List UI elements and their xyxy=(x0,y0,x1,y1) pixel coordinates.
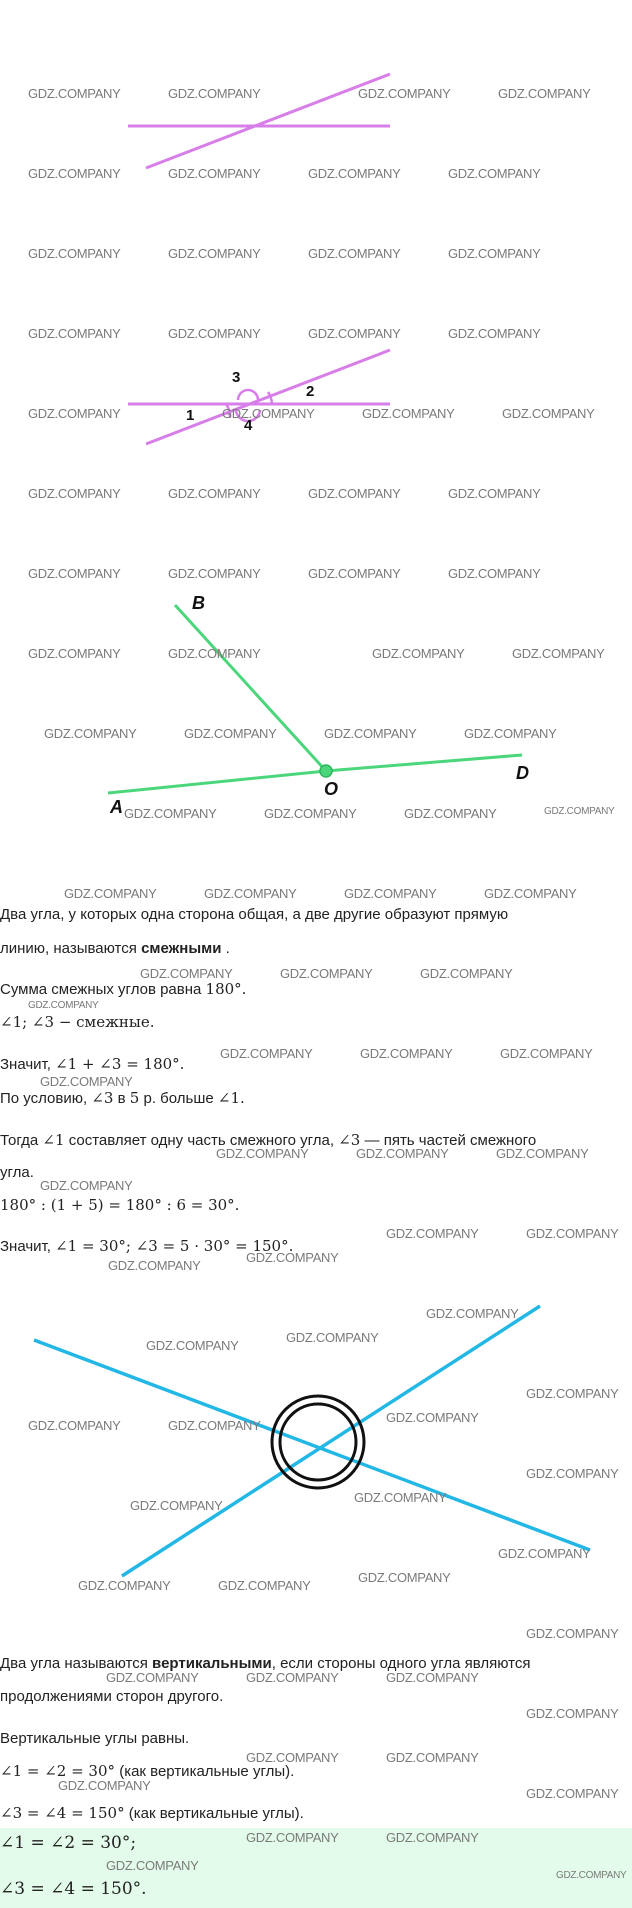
watermark-text: GDZ.COMPANY xyxy=(308,166,401,181)
watermark-text: GDZ.COMPANY xyxy=(246,1750,339,1765)
parts-line1 xyxy=(0,1131,536,1150)
definition-adjacent-line2 xyxy=(0,940,230,958)
watermark-text: GDZ.COMPANY xyxy=(500,1046,593,1061)
watermark-text: GDZ.COMPANY xyxy=(264,806,357,821)
watermark-text: GDZ.COMPANY xyxy=(28,646,121,661)
term-adjacent: смежными xyxy=(141,940,222,957)
watermark-text: GDZ.COMPANY xyxy=(464,726,557,741)
vertical-result-2 xyxy=(0,1804,304,1823)
angle-label-3: 3 xyxy=(232,369,241,386)
vertical-equal-line: Вертикальные углы равны. xyxy=(0,1730,190,1747)
watermark-text: GDZ.COMPANY xyxy=(386,1226,479,1241)
watermark-text: GDZ.COMPANY xyxy=(354,1490,447,1505)
watermark-text: GDZ.COMPANY xyxy=(106,1858,199,1873)
angle-arc-inner xyxy=(280,1404,356,1480)
vertical-math-1: ∠1 = ∠2 = 30° xyxy=(0,1762,116,1780)
watermark-text: GDZ.COMPANY xyxy=(448,486,541,501)
point-O xyxy=(320,765,332,777)
watermark-text: GDZ.COMPANY xyxy=(308,326,401,341)
watermark-text: GDZ.COMPANY xyxy=(498,1546,591,1561)
condition-text-2: в xyxy=(113,1090,130,1107)
result-line xyxy=(0,1237,293,1256)
watermark-text: GDZ.COMPANY xyxy=(526,1386,619,1401)
sum-text: Сумма смежных углов равна xyxy=(0,981,206,998)
then-math: ∠1 + ∠3 = 180°. xyxy=(55,1055,185,1073)
watermark-text: GDZ.COMPANY xyxy=(362,406,455,421)
watermark-text: GDZ.COMPANY xyxy=(426,1306,519,1321)
watermark-text: GDZ.COMPANY xyxy=(308,246,401,261)
sum-math: 180°. xyxy=(205,980,247,998)
watermark-text: GDZ.COMPANY xyxy=(168,166,261,181)
watermark-text: GDZ.COMPANY xyxy=(386,1670,479,1685)
watermark-text: GDZ.COMPANY xyxy=(168,326,261,341)
definition-vertical-text-2: , если стороны одного угла являются xyxy=(271,1655,531,1672)
parts-line2: угла. xyxy=(0,1164,34,1181)
watermark-text: GDZ.COMPANY xyxy=(28,566,121,581)
result-math: ∠1 = 30°; ∠3 = 5 · 30° = 150°. xyxy=(55,1237,294,1255)
definition-adjacent-end: . xyxy=(221,940,230,957)
figure-angles-1234 xyxy=(0,330,632,460)
condition-text: По условию, xyxy=(0,1090,92,1107)
watermark-text: GDZ.COMPANY xyxy=(308,566,401,581)
term-vertical: вертикальными xyxy=(152,1655,272,1672)
watermark-text: GDZ.COMPANY xyxy=(106,1670,199,1685)
watermark-text: GDZ.COMPANY xyxy=(108,1258,201,1273)
definition-adjacent-text: линию, называются xyxy=(0,940,142,957)
condition-math-3: ∠1. xyxy=(217,1089,245,1107)
watermark-text: GDZ.COMPANY xyxy=(204,886,297,901)
calculation-line: 180° : (1 + 5) = 180° : 6 = 30°. xyxy=(0,1196,240,1214)
watermark-text: GDZ.COMPANY xyxy=(140,966,233,981)
violet-line-slanted xyxy=(146,74,390,168)
watermark-text: GDZ.COMPANY xyxy=(222,406,315,421)
watermark-text: GDZ.COMPANY xyxy=(44,726,137,741)
then-line xyxy=(0,1055,184,1074)
watermark-text: GDZ.COMPANY xyxy=(168,566,261,581)
watermark-text: GDZ.COMPANY xyxy=(168,646,261,661)
watermark-text: GDZ.COMPANY xyxy=(246,1670,339,1685)
ray-OB xyxy=(175,605,326,771)
watermark-text: GDZ.COMPANY xyxy=(386,1750,479,1765)
angle-label-1: 1 xyxy=(186,407,195,424)
watermark-text: GDZ.COMPANY xyxy=(344,886,437,901)
watermark-text: GDZ.COMPANY xyxy=(168,486,261,501)
watermark-text: GDZ.COMPANY xyxy=(40,1178,133,1193)
watermark-text: GDZ.COMPANY xyxy=(448,566,541,581)
watermark-text: GDZ.COMPANY xyxy=(246,1250,339,1265)
watermark-text: GDZ.COMPANY xyxy=(448,166,541,181)
point-label-B: B xyxy=(192,593,205,613)
answer-line-2: ∠3 = ∠4 = 150°. xyxy=(0,1879,147,1899)
point-label-A: A xyxy=(110,797,123,817)
watermark-text: GDZ.COMPANY xyxy=(308,486,401,501)
definition-adjacent-line1: Два угла, у которых одна сторона общая, а две другие образуют прямую xyxy=(0,906,509,923)
watermark-text: GDZ.COMPANY xyxy=(404,806,497,821)
watermark-text: GDZ.COMPANY xyxy=(556,1870,627,1881)
watermark-text: GDZ.COMPANY xyxy=(146,1338,239,1353)
watermark-text: GDZ.COMPANY xyxy=(526,1786,619,1801)
angle-arc-3 xyxy=(238,390,258,400)
watermark-text: GDZ.COMPANY xyxy=(372,646,465,661)
watermark-text: GDZ.COMPANY xyxy=(28,86,121,101)
result-text: Значит, xyxy=(0,1238,56,1255)
watermark-text: GDZ.COMPANY xyxy=(218,1578,311,1593)
point-label-O: O xyxy=(324,779,339,799)
blue-line-2 xyxy=(122,1306,540,1576)
watermark-text: GDZ.COMPANY xyxy=(386,1830,479,1845)
angle-arc-outer xyxy=(272,1396,364,1488)
watermark-text: GDZ.COMPANY xyxy=(246,1830,339,1845)
watermark-text: GDZ.COMPANY xyxy=(512,646,605,661)
blue-line-1 xyxy=(34,1340,590,1550)
figure-vertical-angles xyxy=(0,1290,632,1600)
watermark-text: GDZ.COMPANY xyxy=(526,1226,619,1241)
vertical-math-2: ∠3 = ∠4 = 150° xyxy=(0,1804,125,1822)
watermark-text: GDZ.COMPANY xyxy=(544,806,615,817)
angle-label-2: 2 xyxy=(306,383,315,400)
watermark-text: GDZ.COMPANY xyxy=(448,326,541,341)
watermark-text: GDZ.COMPANY xyxy=(358,86,451,101)
parts-math-1: ∠1 xyxy=(42,1131,65,1149)
parts-text-2: составляет одну часть смежного угла, xyxy=(64,1132,339,1149)
watermark-text: GDZ.COMPANY xyxy=(324,726,417,741)
watermark-text: GDZ.COMPANY xyxy=(484,886,577,901)
violet-line-slanted xyxy=(146,350,390,444)
watermark-text: GDZ.COMPANY xyxy=(58,1778,151,1793)
watermark-text: GDZ.COMPANY xyxy=(356,1146,449,1161)
watermark-text: GDZ.COMPANY xyxy=(168,86,261,101)
parts-text-1: Тогда xyxy=(0,1132,43,1149)
definition-vertical-text: Два угла называются xyxy=(0,1655,153,1672)
watermark-text: GDZ.COMPANY xyxy=(386,1410,479,1425)
vertical-text-1: (как вертикальные углы). xyxy=(115,1763,295,1780)
watermark-text: GDZ.COMPANY xyxy=(420,966,513,981)
watermark-text: GDZ.COMPANY xyxy=(124,806,217,821)
watermark-text: GDZ.COMPANY xyxy=(28,166,121,181)
definition-vertical-line1 xyxy=(0,1655,530,1673)
figure-intersecting-lines xyxy=(0,60,632,180)
adjacent-statement: ∠1; ∠3 − смежные. xyxy=(0,1013,155,1031)
watermark-text: GDZ.COMPANY xyxy=(526,1466,619,1481)
watermark-text: GDZ.COMPANY xyxy=(28,246,121,261)
watermark-text: GDZ.COMPANY xyxy=(28,486,121,501)
definition-vertical-line2: продолжениями сторон другого. xyxy=(0,1688,224,1705)
parts-math-2: ∠3 xyxy=(338,1131,361,1149)
vertical-text-2: (как вертикальные углы). xyxy=(124,1805,304,1822)
watermark-text: GDZ.COMPANY xyxy=(220,1046,313,1061)
watermark-text: GDZ.COMPANY xyxy=(168,246,261,261)
watermark-text: GDZ.COMPANY xyxy=(64,886,157,901)
watermark-text: GDZ.COMPANY xyxy=(526,1706,619,1721)
sum-adjacent-line xyxy=(0,980,246,999)
watermark-text: GDZ.COMPANY xyxy=(216,1146,309,1161)
watermark-text: GDZ.COMPANY xyxy=(498,86,591,101)
condition-text-3: р. больше xyxy=(139,1090,218,1107)
answer-line-1: ∠1 = ∠2 = 30°; xyxy=(0,1833,137,1853)
watermark-text: GDZ.COMPANY xyxy=(40,1074,133,1089)
parts-text-3: — пять частей смежного xyxy=(360,1132,537,1149)
ray-OA xyxy=(108,771,326,793)
watermark-text: GDZ.COMPANY xyxy=(358,1570,451,1585)
watermark-text: GDZ.COMPANY xyxy=(78,1578,171,1593)
watermark-text: GDZ.COMPANY xyxy=(496,1146,589,1161)
condition-line xyxy=(0,1089,245,1108)
angle-label-4: 4 xyxy=(244,417,253,434)
ray-OD xyxy=(326,755,522,771)
watermark-text: GDZ.COMPANY xyxy=(130,1498,223,1513)
watermark-text: GDZ.COMPANY xyxy=(502,406,595,421)
watermark-text: GDZ.COMPANY xyxy=(184,726,277,741)
watermark-text: GDZ.COMPANY xyxy=(28,1000,99,1011)
watermark-text: GDZ.COMPANY xyxy=(28,326,121,341)
watermark-text: GDZ.COMPANY xyxy=(168,1418,261,1433)
watermark-text: GDZ.COMPANY xyxy=(360,1046,453,1061)
vertical-result-1 xyxy=(0,1762,294,1781)
watermark-text: GDZ.COMPANY xyxy=(28,406,121,421)
watermark-text: GDZ.COMPANY xyxy=(448,246,541,261)
watermark-text: GDZ.COMPANY xyxy=(280,966,373,981)
figure-adjacent-angles xyxy=(0,585,632,825)
then-text: Значит, xyxy=(0,1056,56,1073)
condition-math-1: ∠3 xyxy=(91,1089,114,1107)
watermark-text: GDZ.COMPANY xyxy=(526,1626,619,1641)
condition-math-2: 5 xyxy=(129,1089,140,1107)
watermark-text: GDZ.COMPANY xyxy=(28,1418,121,1433)
point-label-D: D xyxy=(516,763,529,783)
watermark-text: GDZ.COMPANY xyxy=(286,1330,379,1345)
